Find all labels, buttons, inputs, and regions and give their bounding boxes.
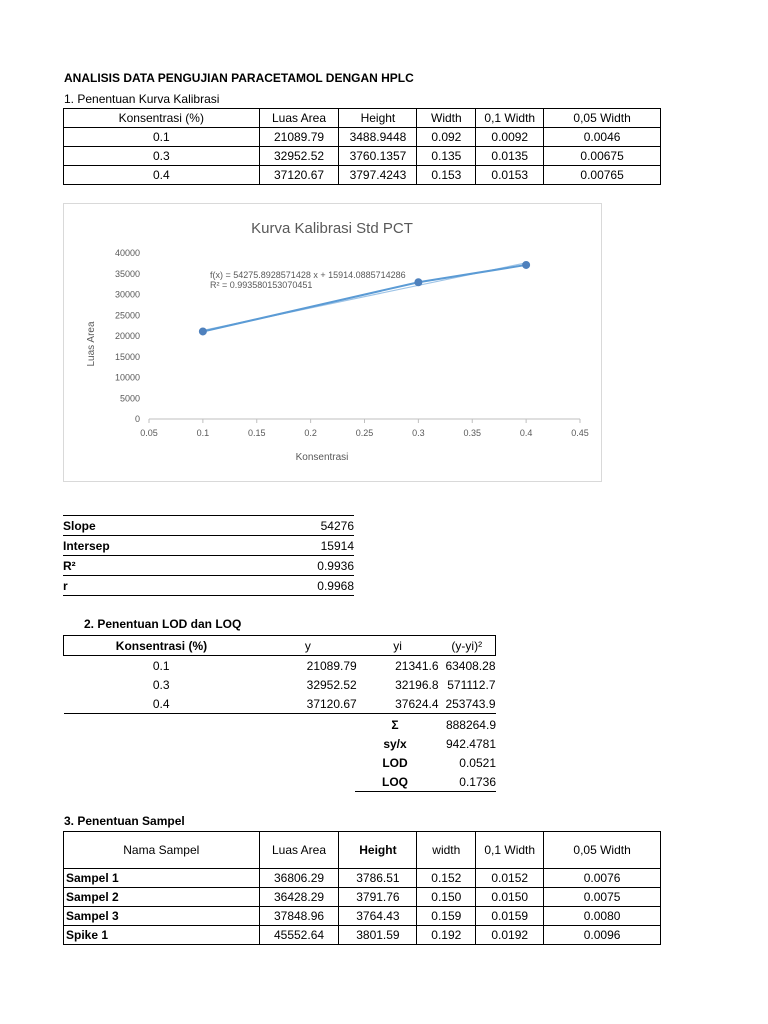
- table-row: [64, 656, 496, 676]
- regression-stats-table: [63, 515, 354, 596]
- x-tick-label: 0.1: [196, 428, 210, 438]
- stat-row: [63, 556, 354, 576]
- summary-row: [355, 753, 496, 772]
- table-cell: 21341.6: [395, 658, 439, 673]
- table-cell: 0.0150: [476, 888, 544, 907]
- summary-value: 888264.9: [445, 717, 496, 732]
- table-cell: Sampel 3: [64, 907, 260, 926]
- y-tick-label: 10000: [114, 372, 140, 383]
- y-tick-label: 5000: [119, 393, 140, 404]
- table-cell: 37120.67: [259, 166, 339, 185]
- column-header: Konsentrasi (%): [64, 109, 260, 128]
- table-cell: 0.192: [417, 926, 476, 945]
- table-cell: 0.4: [152, 696, 170, 711]
- chart-canvas: [64, 204, 601, 481]
- table-cell: 37848.96: [259, 907, 339, 926]
- stat-row: [63, 516, 354, 536]
- table-cell: 21089.79: [259, 128, 339, 147]
- table-row: [64, 166, 661, 185]
- y-tick-label: 15000: [114, 351, 140, 362]
- table-cell: 63408.28: [445, 658, 496, 673]
- stat-value: 54276: [320, 518, 354, 533]
- table-cell: 0.135: [417, 147, 476, 166]
- y-tick-label: 20000: [114, 331, 140, 341]
- table-cell: 0.3: [152, 677, 170, 692]
- data-point: [523, 261, 530, 268]
- table-cell: 0.1: [64, 128, 260, 147]
- table-cell: 0.0046: [544, 128, 661, 147]
- table-cell: 0.00675: [544, 147, 661, 166]
- table-cell: 0.1: [152, 658, 170, 673]
- table-cell: 3764.43: [339, 907, 417, 926]
- table-cell: 0.0092: [476, 128, 544, 147]
- table-row: [64, 869, 661, 888]
- table-cell: 36806.29: [259, 869, 339, 888]
- table-cell: 3797.4243: [339, 166, 417, 185]
- x-axis-label: Konsentrasi: [295, 452, 349, 463]
- table-cell: 0.0096: [544, 926, 661, 945]
- table-cell: 32952.52: [259, 147, 339, 166]
- document-title: ANALISIS DATA PENGUJIAN PARACETAMOL DENGAN HPLC: [64, 71, 414, 85]
- calibration-table: [63, 108, 661, 185]
- x-tick-label: 0.15: [247, 428, 266, 438]
- table-cell: 21089.79: [306, 658, 357, 673]
- section-2-heading: 2. Penentuan LOD dan LOQ: [84, 617, 242, 631]
- table-cell: 3488.9448: [339, 128, 417, 147]
- lod-loq-table: [63, 635, 496, 714]
- y-tick-label: 25000: [114, 310, 140, 321]
- summary-value: 942.4781: [445, 736, 496, 751]
- table-cell: 3801.59: [339, 926, 417, 945]
- table-cell: 253743.9: [445, 696, 496, 711]
- trendline-equation: f(x) = 54275.8928571428 x + 15914.0885714286: [210, 270, 406, 280]
- summary-label: sy/x: [383, 736, 407, 751]
- stat-row: [63, 576, 354, 596]
- stat-label: Slope: [63, 518, 96, 533]
- table-cell: 0.0152: [476, 869, 544, 888]
- column-header: Konsentrasi (%): [64, 636, 259, 656]
- x-tick-label: 0.05: [140, 428, 158, 438]
- data-point: [415, 279, 422, 286]
- table-cell: Sampel 1: [64, 869, 260, 888]
- table-row: [64, 128, 661, 147]
- table-cell: 0.153: [417, 166, 476, 185]
- chart-title: Kurva Kalibrasi Std PCT: [251, 220, 413, 237]
- x-tick-label: 0.45: [571, 428, 589, 438]
- table-cell: 32952.52: [306, 677, 357, 692]
- section-3-heading: 3. Penentuan Sampel: [64, 814, 185, 828]
- table-cell: 0.0075: [544, 888, 661, 907]
- table-cell: 0.150: [417, 888, 476, 907]
- column-header: Height: [339, 109, 417, 128]
- column-header: Nama Sampel: [64, 832, 260, 869]
- table-cell: 37120.67: [306, 696, 357, 711]
- summary-value: 0.1736: [459, 774, 496, 789]
- table-cell: 0.0135: [476, 147, 544, 166]
- table-header-row: [64, 109, 661, 128]
- column-header: width: [417, 832, 476, 869]
- table-cell: 45552.64: [259, 926, 339, 945]
- table-row: [64, 694, 496, 714]
- table-cell: 0.3: [64, 147, 260, 166]
- table-row: [64, 926, 661, 945]
- y-tick-label: 40000: [114, 248, 140, 258]
- column-header: Luas Area: [259, 832, 339, 869]
- table-cell: 3760.1357: [339, 147, 417, 166]
- table-cell: 0.00765: [544, 166, 661, 185]
- table-cell: 0.092: [417, 128, 476, 147]
- stat-label: R²: [63, 558, 76, 573]
- table-cell: 36428.29: [259, 888, 339, 907]
- section-1-heading: 1. Penentuan Kurva Kalibrasi: [64, 92, 220, 106]
- table-cell: 0.0080: [544, 907, 661, 926]
- table-cell: 0.152: [417, 869, 476, 888]
- column-header: Height: [339, 832, 417, 869]
- lod-loq-summary: [355, 715, 496, 792]
- table-row: [64, 147, 661, 166]
- table-row: [64, 675, 496, 694]
- table-cell: Spike 1: [64, 926, 260, 945]
- table-cell: 32196.8: [395, 677, 439, 692]
- y-tick-label: 0: [134, 414, 140, 424]
- table-cell: 37624.4: [395, 696, 439, 711]
- summary-label: LOQ: [382, 774, 408, 789]
- summary-label: LOD: [382, 755, 408, 770]
- y-axis-label: Luas Area: [86, 321, 97, 367]
- x-tick-label: 0.4: [519, 428, 533, 438]
- sample-table: [63, 831, 661, 945]
- stat-value: 15914: [320, 538, 354, 553]
- column-header: (y-yi)²: [439, 636, 496, 656]
- x-tick-label: 0.2: [304, 428, 317, 438]
- table-cell: 0.0192: [476, 926, 544, 945]
- data-point: [199, 328, 206, 335]
- summary-value: 0.0521: [459, 755, 496, 770]
- summary-label: Σ: [391, 717, 399, 732]
- stat-label: Intersep: [63, 538, 110, 553]
- table-row: [64, 907, 661, 926]
- stat-value: 0.9936: [317, 558, 354, 573]
- summary-row: [355, 772, 496, 792]
- table-cell: Sampel 2: [64, 888, 260, 907]
- stat-label: r: [63, 578, 68, 593]
- column-header: 0,1 Width: [476, 109, 544, 128]
- summary-row: [355, 734, 496, 753]
- summary-row: [355, 715, 496, 734]
- table-cell: 3791.76: [339, 888, 417, 907]
- x-tick-label: 0.3: [412, 428, 425, 438]
- y-tick-label: 35000: [114, 268, 140, 279]
- r-squared-label: R² = 0.993580153070451: [210, 280, 313, 290]
- table-cell: 0.4: [64, 166, 260, 185]
- x-tick-label: 0.35: [463, 428, 482, 438]
- table-cell: 0.0159: [476, 907, 544, 926]
- column-header: yi: [393, 638, 402, 653]
- x-tick-label: 0.25: [355, 428, 374, 438]
- stat-row: [63, 536, 354, 556]
- table-header-row: [64, 636, 496, 656]
- table-cell: 571112.7: [447, 677, 496, 692]
- calibration-chart: [63, 203, 602, 482]
- table-row: [64, 888, 661, 907]
- column-header: Width: [417, 109, 476, 128]
- stat-value: 0.9968: [317, 578, 354, 593]
- table-cell: 3786.51: [339, 869, 417, 888]
- table-cell: 0.0153: [476, 166, 544, 185]
- table-header-row: [64, 832, 661, 869]
- column-header: 0,1 Width: [476, 832, 544, 869]
- y-tick-label: 30000: [114, 289, 140, 300]
- table-cell: 0.159: [417, 907, 476, 926]
- table-cell: 0.0076: [544, 869, 661, 888]
- column-header: 0,05 Width: [544, 109, 661, 128]
- column-header: y: [304, 638, 311, 653]
- column-header: Luas Area: [259, 109, 339, 128]
- column-header: 0,05 Width: [544, 832, 661, 869]
